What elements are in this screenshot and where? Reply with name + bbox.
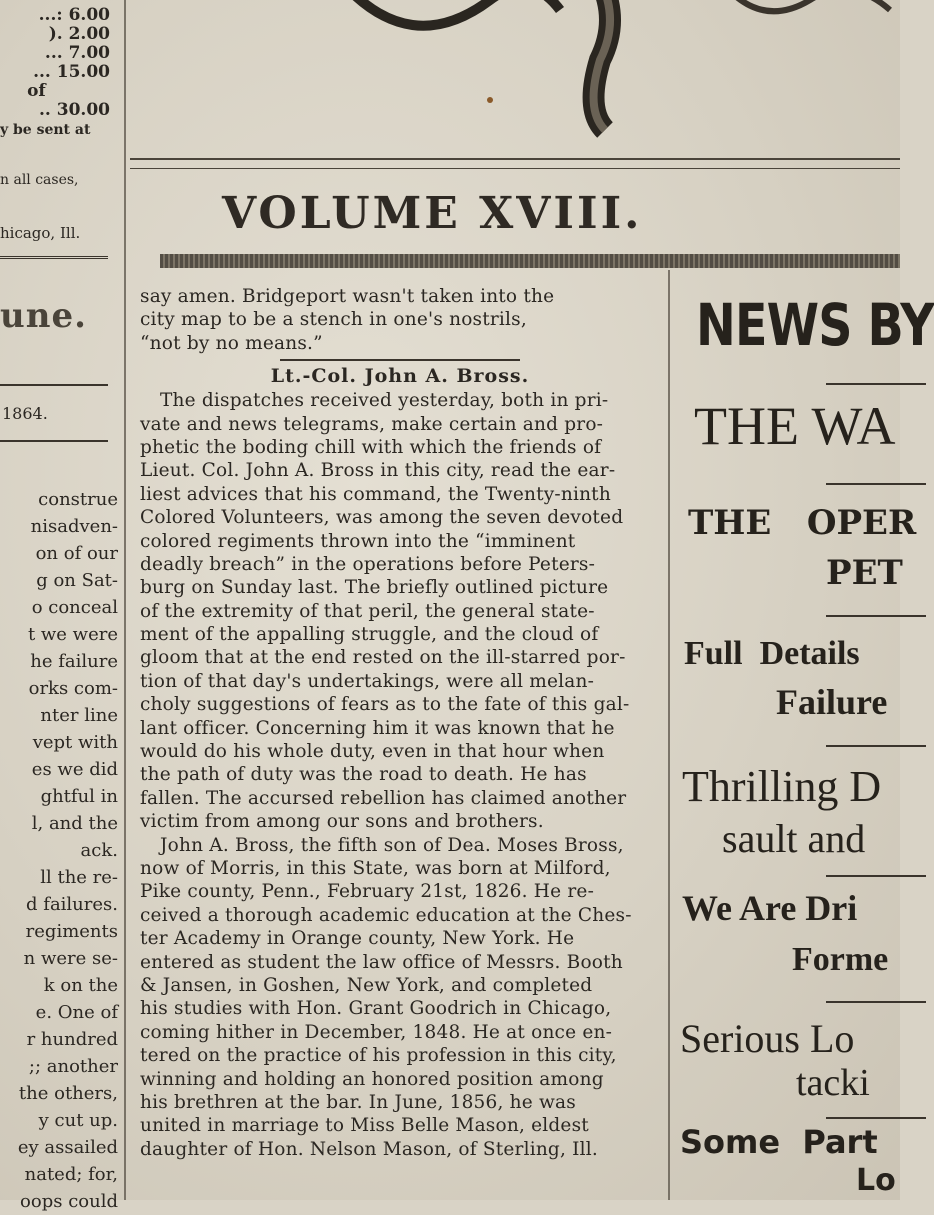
text-line: his brethren at the bar. In June, 1856, he was	[140, 1091, 576, 1113]
text-line: d failures.	[26, 894, 118, 915]
divider	[826, 615, 926, 617]
text-line: winning and holding an honored position among	[140, 1068, 604, 1090]
text-line: city map to be a stench in one's nostrils,	[140, 309, 527, 331]
headline-sault: sault and	[722, 816, 866, 861]
divider	[826, 483, 926, 485]
text-line: coming hither in December, 1848. He at once en-	[140, 1021, 613, 1043]
headline-news-by: NEWS BY	[696, 291, 934, 359]
text-line: oops could	[20, 1191, 118, 1212]
headline-we-are: We Are Dri	[682, 888, 858, 928]
headline-tacki: tacki	[796, 1062, 870, 1104]
text-line: ack.	[80, 840, 118, 861]
text-line: & Jansen, in Goshen, New York, and completed	[140, 974, 593, 996]
divider	[826, 383, 926, 385]
paper-title-fragment: une.	[0, 296, 87, 336]
text-line: John A. Bross, the fifth son of Dea. Moses Bross,	[160, 834, 624, 856]
text-line: of the extremity of that peril, the general state-	[140, 600, 595, 622]
heading-rule	[280, 359, 520, 361]
text-line: choly suggestions of fears as to the fate of this gal-	[140, 694, 630, 716]
divider	[826, 1117, 926, 1119]
headline-failure: Failure	[776, 682, 888, 722]
text-line: liest advices that his command, the Twenty-ninth	[140, 483, 611, 505]
text-line: ceived a thorough academic education at the Ches-	[140, 904, 632, 926]
text-line: nated; for,	[24, 1164, 118, 1185]
divider	[130, 158, 900, 160]
text-line: k on the	[43, 975, 118, 996]
text-line: vept with	[32, 732, 118, 753]
text-line: o conceal	[31, 597, 118, 618]
text-line: n were se-	[23, 948, 118, 969]
text-line: r hundred	[26, 1029, 118, 1050]
text-line: “not by no means.”	[140, 332, 323, 354]
text-line: Pike county, Penn., February 21st, 1826. He re-	[140, 881, 595, 903]
divider	[0, 384, 108, 386]
column-rule	[124, 0, 126, 1200]
price-line: .. 30.00	[39, 100, 110, 120]
text-line: burg on Sunday last. The briefly outlined picture	[140, 577, 609, 599]
text-line: vate and news telegrams, make certain and pro-	[140, 413, 604, 435]
terms-note: n all cases,	[0, 172, 79, 188]
text-line: tion of that day's undertakings, were all melan-	[140, 670, 595, 692]
divider	[0, 440, 108, 442]
price-line: ...: 6.00	[38, 5, 110, 25]
text-line: tered on the practice of his profession in this city,	[140, 1045, 617, 1067]
text-line: es we did	[31, 759, 118, 780]
text-line: gloom that at the end rested on the ill-starred por-	[140, 647, 626, 669]
text-line: nter line	[40, 705, 118, 726]
text-line: ment of the appalling struggle, and the cloud of	[140, 624, 599, 646]
column-rule	[668, 270, 670, 1200]
left-column-text	[0, 486, 118, 1215]
date-fragment: 1864.	[2, 404, 48, 423]
article-heading: Lt.-Col. John A. Bross.	[270, 365, 530, 388]
text-line: ;; another	[28, 1056, 118, 1077]
text-line: deadly breach” in the operations before Peters-	[140, 553, 596, 575]
headline-petersburg: PET	[826, 553, 903, 593]
divider	[130, 168, 900, 169]
divider	[826, 745, 926, 747]
text-line: phetic the boding chill with which the friends of	[140, 436, 602, 458]
headline-the-war: THE WA	[694, 396, 896, 456]
masthead-rule	[160, 254, 900, 268]
left-column	[0, 0, 118, 1212]
text-line: entered as student the law office of Messrs. Booth	[140, 951, 623, 973]
text-line: ghtful in	[40, 786, 118, 807]
text-line: ll the re-	[40, 867, 118, 888]
text-line: Colored Volunteers, was among the seven devoted	[140, 507, 624, 529]
text-line: e. One of	[35, 1002, 118, 1023]
text-line: nisadven-	[30, 516, 118, 537]
text-line: would do his whole duty, even in that hour when	[140, 741, 605, 763]
divider	[0, 256, 108, 259]
text-line: construe	[38, 489, 118, 510]
text-line: his studies with Hon. Grant Goodrich in Chicago,	[140, 998, 612, 1020]
text-line: orks com-	[28, 678, 118, 699]
text-line: on of our	[35, 543, 118, 564]
divider	[826, 1001, 926, 1003]
text-line: regiments	[25, 921, 118, 942]
text-line: y cut up.	[38, 1110, 118, 1131]
price-line: of	[27, 81, 46, 101]
text-line: daughter of Hon. Nelson Mason, of Sterling, Ill.	[140, 1138, 598, 1160]
headline-lo: Lo	[856, 1163, 896, 1198]
text-line: ey assailed	[17, 1137, 118, 1158]
text-line: l, and the	[31, 813, 118, 834]
masthead-ornament	[330, 0, 690, 140]
text-line: g on Sat-	[36, 570, 118, 591]
text-line: the others,	[18, 1083, 118, 1104]
text-line: lant officer. Concerning him it was known that he	[140, 717, 615, 739]
article-column	[140, 285, 660, 1161]
divider	[826, 875, 926, 877]
masthead-ornament	[700, 0, 900, 50]
address-note: hicago, Ill.	[0, 224, 81, 242]
price-line: ). 2.00	[48, 24, 110, 44]
text-line: t we were	[27, 624, 118, 645]
text-line: the path of duty was the road to death. He has	[140, 764, 587, 786]
text-line: say amen. Bridgeport wasn't taken into the	[140, 286, 555, 307]
right-column	[678, 285, 934, 1200]
terms-note: y be sent at	[0, 122, 91, 138]
text-line: The dispatches received yesterday, both in pri-	[160, 390, 609, 412]
text-line: fallen. The accursed rebellion has claimed another	[140, 787, 627, 809]
headline-forme: Forme	[792, 941, 889, 978]
text-line: ter Academy in Orange county, New York. He	[140, 928, 575, 950]
text-line: colored regiments thrown into the “imminent	[140, 530, 576, 552]
text-line: now of Morris, in this State, was born at Milford,	[140, 857, 611, 879]
headline-some-part: Some Part	[680, 1123, 878, 1161]
price-list	[27, 5, 110, 120]
text-line: victim from among our sons and brothers.	[140, 811, 544, 833]
headline-serious: Serious Lo	[680, 1016, 855, 1061]
volume-heading: VOLUME XVIII.	[222, 188, 643, 239]
text-line: he failure	[30, 651, 118, 672]
text-line: united in marriage to Miss Belle Mason, eldest	[140, 1115, 589, 1137]
headline-full-details: Full Details	[684, 635, 860, 672]
price-line: ... 7.00	[44, 43, 110, 63]
headline-operations: THE OPER	[688, 503, 917, 543]
headline-thrilling: Thrilling D	[682, 762, 882, 811]
text-line: Lieut. Col. John A. Bross in this city, read the ear-	[140, 460, 616, 482]
price-line: ... 15.00	[33, 62, 110, 82]
